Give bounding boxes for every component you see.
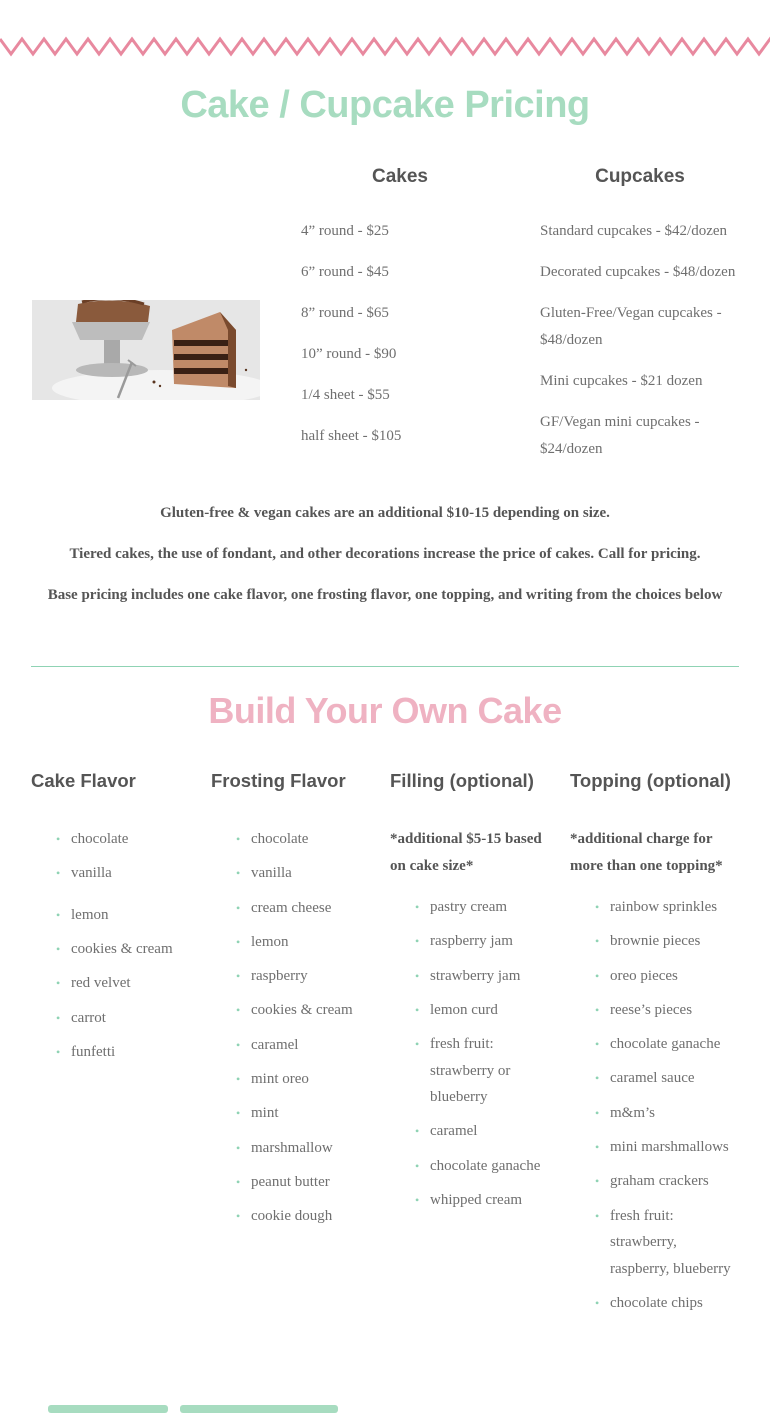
topping-note: *additional charge for more than one topping* [570, 831, 723, 874]
list-item: • strawberry jam [430, 963, 560, 990]
list-item: • peanut butter [251, 1169, 381, 1196]
list-item: • chocolate ganache [610, 1031, 740, 1058]
frosting-flavor-heading: Frosting Flavor [211, 770, 346, 791]
list-item: • chocolate ganache [430, 1153, 560, 1180]
list-item: • raspberry jam [430, 928, 560, 955]
list-item: • m&m’s [610, 1100, 740, 1127]
price-item: 8” round - $65 [301, 305, 389, 321]
list-item: • reese’s pieces [610, 997, 740, 1024]
price-item: 1/4 sheet - $55 [301, 387, 390, 403]
cake-image [32, 300, 260, 400]
list-item: • brownie pieces [610, 928, 740, 955]
frosting-flavor-column [211, 770, 381, 1238]
list-item: • lemon [251, 929, 381, 956]
price-item: GF/Vegan mini cupcakes - $24/dozen [540, 414, 700, 457]
list-item: • carrot [71, 1005, 201, 1032]
list-item: • cookies & cream [251, 997, 381, 1024]
list-item: • fresh fruit: strawberry or blueberry [430, 1031, 525, 1111]
cakes-heading: Cakes [372, 166, 428, 187]
list-item: • mini marshmallows [610, 1134, 740, 1161]
price-item: 10” round - $90 [301, 346, 397, 362]
cake-flavor-list [31, 826, 201, 1065]
list-item: • raspberry [251, 963, 381, 990]
list-item: • cream cheese [251, 895, 381, 922]
list-item: • mint [251, 1100, 381, 1127]
price-item: Standard cupcakes - $42/dozen [540, 223, 728, 239]
list-item: • whipped cream [430, 1187, 560, 1214]
pricing-note: Base pricing includes one cake flavor, one frosting flavor, one topping, and writing from the choices below [47, 587, 723, 603]
cake-flavor-heading: Cake Flavor [31, 770, 136, 791]
zigzag-border [0, 30, 770, 60]
price-item: Gluten-Free/Vegan cupcakes - $48/dozen [540, 305, 722, 348]
topping-column [570, 770, 740, 1324]
pricing-note: Gluten-free & vegan cakes are an additional $10-15 depending on size. [160, 505, 610, 521]
build-your-own-title: Build Your Own Cake [208, 690, 562, 731]
price-item: 6” round - $45 [301, 264, 389, 280]
page-title: Cake / Cupcake Pricing [180, 84, 590, 126]
topping-heading: Topping (optional) [570, 770, 731, 791]
filling-heading: Filling (optional) [390, 770, 534, 791]
cupcakes-price-list [540, 218, 745, 477]
price-item: half sheet - $105 [301, 428, 402, 444]
list-item: • pastry cream [430, 894, 560, 921]
list-item: • funfetti [71, 1039, 201, 1066]
list-item: • vanilla [251, 860, 381, 887]
filling-column [390, 770, 560, 1221]
topping-list [570, 894, 740, 1316]
list-item: • caramel [251, 1032, 381, 1059]
section-divider [31, 666, 739, 667]
list-item: • cookies & cream [71, 936, 201, 963]
list-item: • caramel [430, 1118, 560, 1145]
price-item: Decorated cupcakes - $48/dozen [540, 264, 736, 280]
cakes-price-list [301, 218, 511, 464]
list-item: • vanilla [71, 860, 201, 887]
filling-list [390, 894, 560, 1214]
list-item: • marshmallow [251, 1135, 381, 1162]
price-item: Mini cupcakes - $21 dozen [540, 373, 703, 389]
list-item: • caramel sauce [610, 1065, 740, 1092]
frosting-flavor-list [211, 826, 381, 1230]
list-item: • graham crackers [610, 1168, 740, 1195]
cake-flavor-column [31, 770, 201, 1073]
list-item: • chocolate chips [610, 1290, 740, 1317]
list-item: • lemon [71, 902, 201, 929]
list-item: • red velvet [71, 970, 201, 997]
next-section-heading-cutoff [48, 1380, 338, 1422]
filling-note: *additional $5-15 based on cake size* [390, 831, 542, 874]
list-item: • chocolate [251, 826, 381, 853]
list-item: • chocolate [71, 826, 201, 853]
cupcakes-heading: Cupcakes [595, 166, 685, 187]
list-item: • mint oreo [251, 1066, 381, 1093]
list-item: • rainbow sprinkles [610, 894, 740, 921]
list-item: • oreo pieces [610, 963, 740, 990]
list-item: • cookie dough [251, 1203, 381, 1230]
list-item: • lemon curd [430, 997, 560, 1024]
pricing-note: Tiered cakes, the use of fondant, and other decorations increase the price of cakes. Call for pricing. [69, 546, 701, 562]
price-item: 4” round - $25 [301, 223, 389, 239]
list-item: • fresh fruit: strawberry, raspberry, blueberry [610, 1203, 740, 1283]
